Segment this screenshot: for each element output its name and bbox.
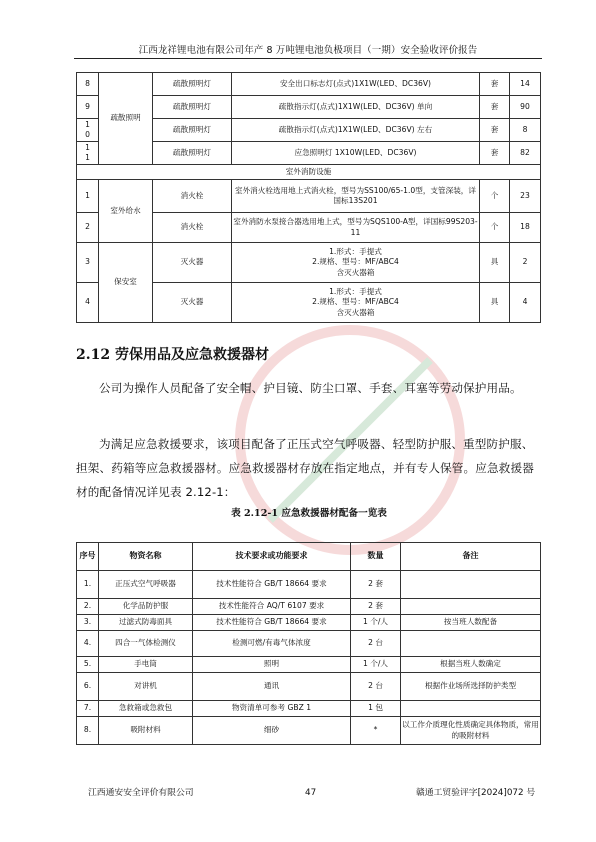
row-req: 技术性能符合 AQ/T 6107 要求 [193,599,351,615]
row-name: 疏散照明灯 [153,96,232,119]
row-no: 2 [77,213,99,243]
table-header-row [77,543,541,571]
row-no: 6. [77,673,99,701]
row-note [401,631,541,657]
row-unit: 具 [480,243,510,283]
row-name: 灭火器 [153,243,232,283]
spec-line: 含灭火器箱 [336,267,375,277]
row-name: 急救箱或急救包 [99,701,193,717]
header-name: 物资名称 [99,543,193,571]
header-note: 备注 [401,543,541,571]
table-row [77,657,541,673]
row-note [401,701,541,717]
row-req: 技术性能符合 GB/T 18664 要求 [193,571,351,599]
row-no: 2. [77,599,99,615]
row-name: 灭火器 [153,283,232,323]
row-name: 疏散照明灯 [153,119,232,142]
paragraph: 为满足应急救援要求，该项目配备了正压式空气呼吸器、轻型防护服、重型防护服、担架、药箱等应急救援器材。应急救援器材存放在指定地点，并有专人保管。应急救援器材的配备情况详见表 2.12-1： [76,437,535,499]
paragraph: 公司为操作人员配备了安全帽、护目镜、防尘口罩、手套、耳塞等劳动保护用品。 [99,381,522,395]
row-name: 过滤式防毒面具 [99,615,193,631]
table-row [77,243,541,283]
row-name: 正压式空气呼吸器 [99,571,193,599]
row-note [401,599,541,615]
row-no: 8. [77,717,99,745]
row-qty: 4 [510,283,541,323]
row-spec: 室外消火栓选用地上式消火栓，型号为SS100/65-1.0型，支管深装，详国标13S201 [232,180,480,213]
row-note: 按当班人数配备 [401,615,541,631]
row-category: 室外给水 [99,180,153,243]
fire-facilities-table [76,72,541,323]
row-unit: 套 [480,96,510,119]
row-unit: 套 [480,142,510,165]
row-no: 1 1 [77,142,99,165]
row-qty: 1 个/人 [351,657,401,673]
row-qty: 2 套 [351,571,401,599]
table-section-row [77,165,541,180]
row-unit: 套 [480,73,510,96]
row-no: 4. [77,631,99,657]
row-unit: 套 [480,119,510,142]
row-spec: 疏散指示灯(点式)1X1W(LED、DC36V) 左右 [232,119,480,142]
row-spec [232,283,480,323]
row-req: 照明 [193,657,351,673]
table-row [77,717,541,745]
table-row [77,701,541,717]
row-name: 对讲机 [99,673,193,701]
row-spec [232,243,480,283]
row-qty: 14 [510,73,541,96]
row-name: 四合一气体检测仪 [99,631,193,657]
table-row [77,673,541,701]
row-qty: 2 台 [351,673,401,701]
footer-page-number: 47 [305,788,317,798]
row-name: 消火栓 [153,180,232,213]
row-spec: 室外消防水泵接合器选用地上式，型号为SQS100-A型，详国标99S203-11 [232,213,480,243]
spec-line: 含灭火器箱 [336,307,375,317]
row-name: 疏散照明灯 [153,73,232,96]
row-spec: 应急照明灯 1X10W(LED、DC36V) [232,142,480,165]
table-row [77,599,541,615]
row-qty: * [351,717,401,745]
row-category: 保安室 [99,243,153,323]
row-qty: 1 个/人 [351,615,401,631]
row-name: 疏散照明灯 [153,142,232,165]
row-name: 手电筒 [99,657,193,673]
row-req: 检测可燃/有毒气体浓度 [193,631,351,657]
header-qty: 数量 [351,543,401,571]
row-no: 4 [77,283,99,323]
row-no: 7. [77,701,99,717]
row-req: 通讯 [193,673,351,701]
row-req: 物资清单可参考 GBZ 1 [193,701,351,717]
row-note: 以工作介质理化性质确定具体物质，常用的吸附材料 [401,717,541,745]
row-req: 技术性能符合 GB/T 18664 要求 [193,615,351,631]
footer-report-number: 赣通工贸验评字[2024]072 号 [416,788,536,798]
table-row [77,631,541,657]
row-name: 化学品防护服 [99,599,193,615]
row-qty: 18 [510,213,541,243]
row-qty: 90 [510,96,541,119]
footer-company: 江西通安安全评价有限公司 [88,788,194,798]
row-spec: 疏散指示灯(点式)1X1W(LED、DC36V) 单向 [232,96,480,119]
row-spec: 安全出口标志灯(点式)1X1W(LED、DC36V) [232,73,480,96]
spec-line: 1.形式：手提式 [329,246,382,256]
row-name: 吸附材料 [99,717,193,745]
row-no: 9 [77,96,99,119]
row-req: 细砂 [193,717,351,745]
table-row [77,615,541,631]
row-qty: 82 [510,142,541,165]
table-row [77,571,541,599]
row-name: 消火栓 [153,213,232,243]
row-qty: 2 [510,243,541,283]
header-no: 序号 [77,543,99,571]
row-note: 根据作业场所选择防护类型 [401,673,541,701]
row-no: 1 [77,180,99,213]
row-qty: 8 [510,119,541,142]
row-unit: 个 [480,180,510,213]
emergency-equipment-table [76,542,541,745]
table-row [77,73,541,96]
row-no: 5. [77,657,99,673]
row-qty: 2 套 [351,599,401,615]
row-unit: 个 [480,213,510,243]
row-no: 3 [77,243,99,283]
table-row [77,180,541,213]
row-note [401,571,541,599]
spec-line: 1.形式：手提式 [329,286,382,296]
page-header: 江西龙祥锂电池有限公司年产 8 万吨锂电池负极项目（一期）安全验收评价报告 [74,44,542,59]
header-req: 技术要求或功能要求 [193,543,351,571]
row-no: 8 [77,73,99,96]
spec-line: 2.规格、型号：MF/ABC4 [312,257,399,267]
section-heading: 2.12 劳保用品及应急救援器材 [76,347,269,363]
row-category: 疏散照明 [99,73,153,165]
row-no: 1. [77,571,99,599]
row-no: 3. [77,615,99,631]
section-title: 室外消防设施 [77,165,541,180]
row-qty: 23 [510,180,541,213]
row-qty: 2 台 [351,631,401,657]
spec-line: 2.规格、型号：MF/ABC4 [312,297,399,307]
row-note: 根据当班人数确定 [401,657,541,673]
table-caption: 表 2.12-1 应急救援器材配备一览表 [231,508,387,519]
row-qty: 1 包 [351,701,401,717]
row-unit: 具 [480,283,510,323]
row-no: 1 0 [77,119,99,142]
